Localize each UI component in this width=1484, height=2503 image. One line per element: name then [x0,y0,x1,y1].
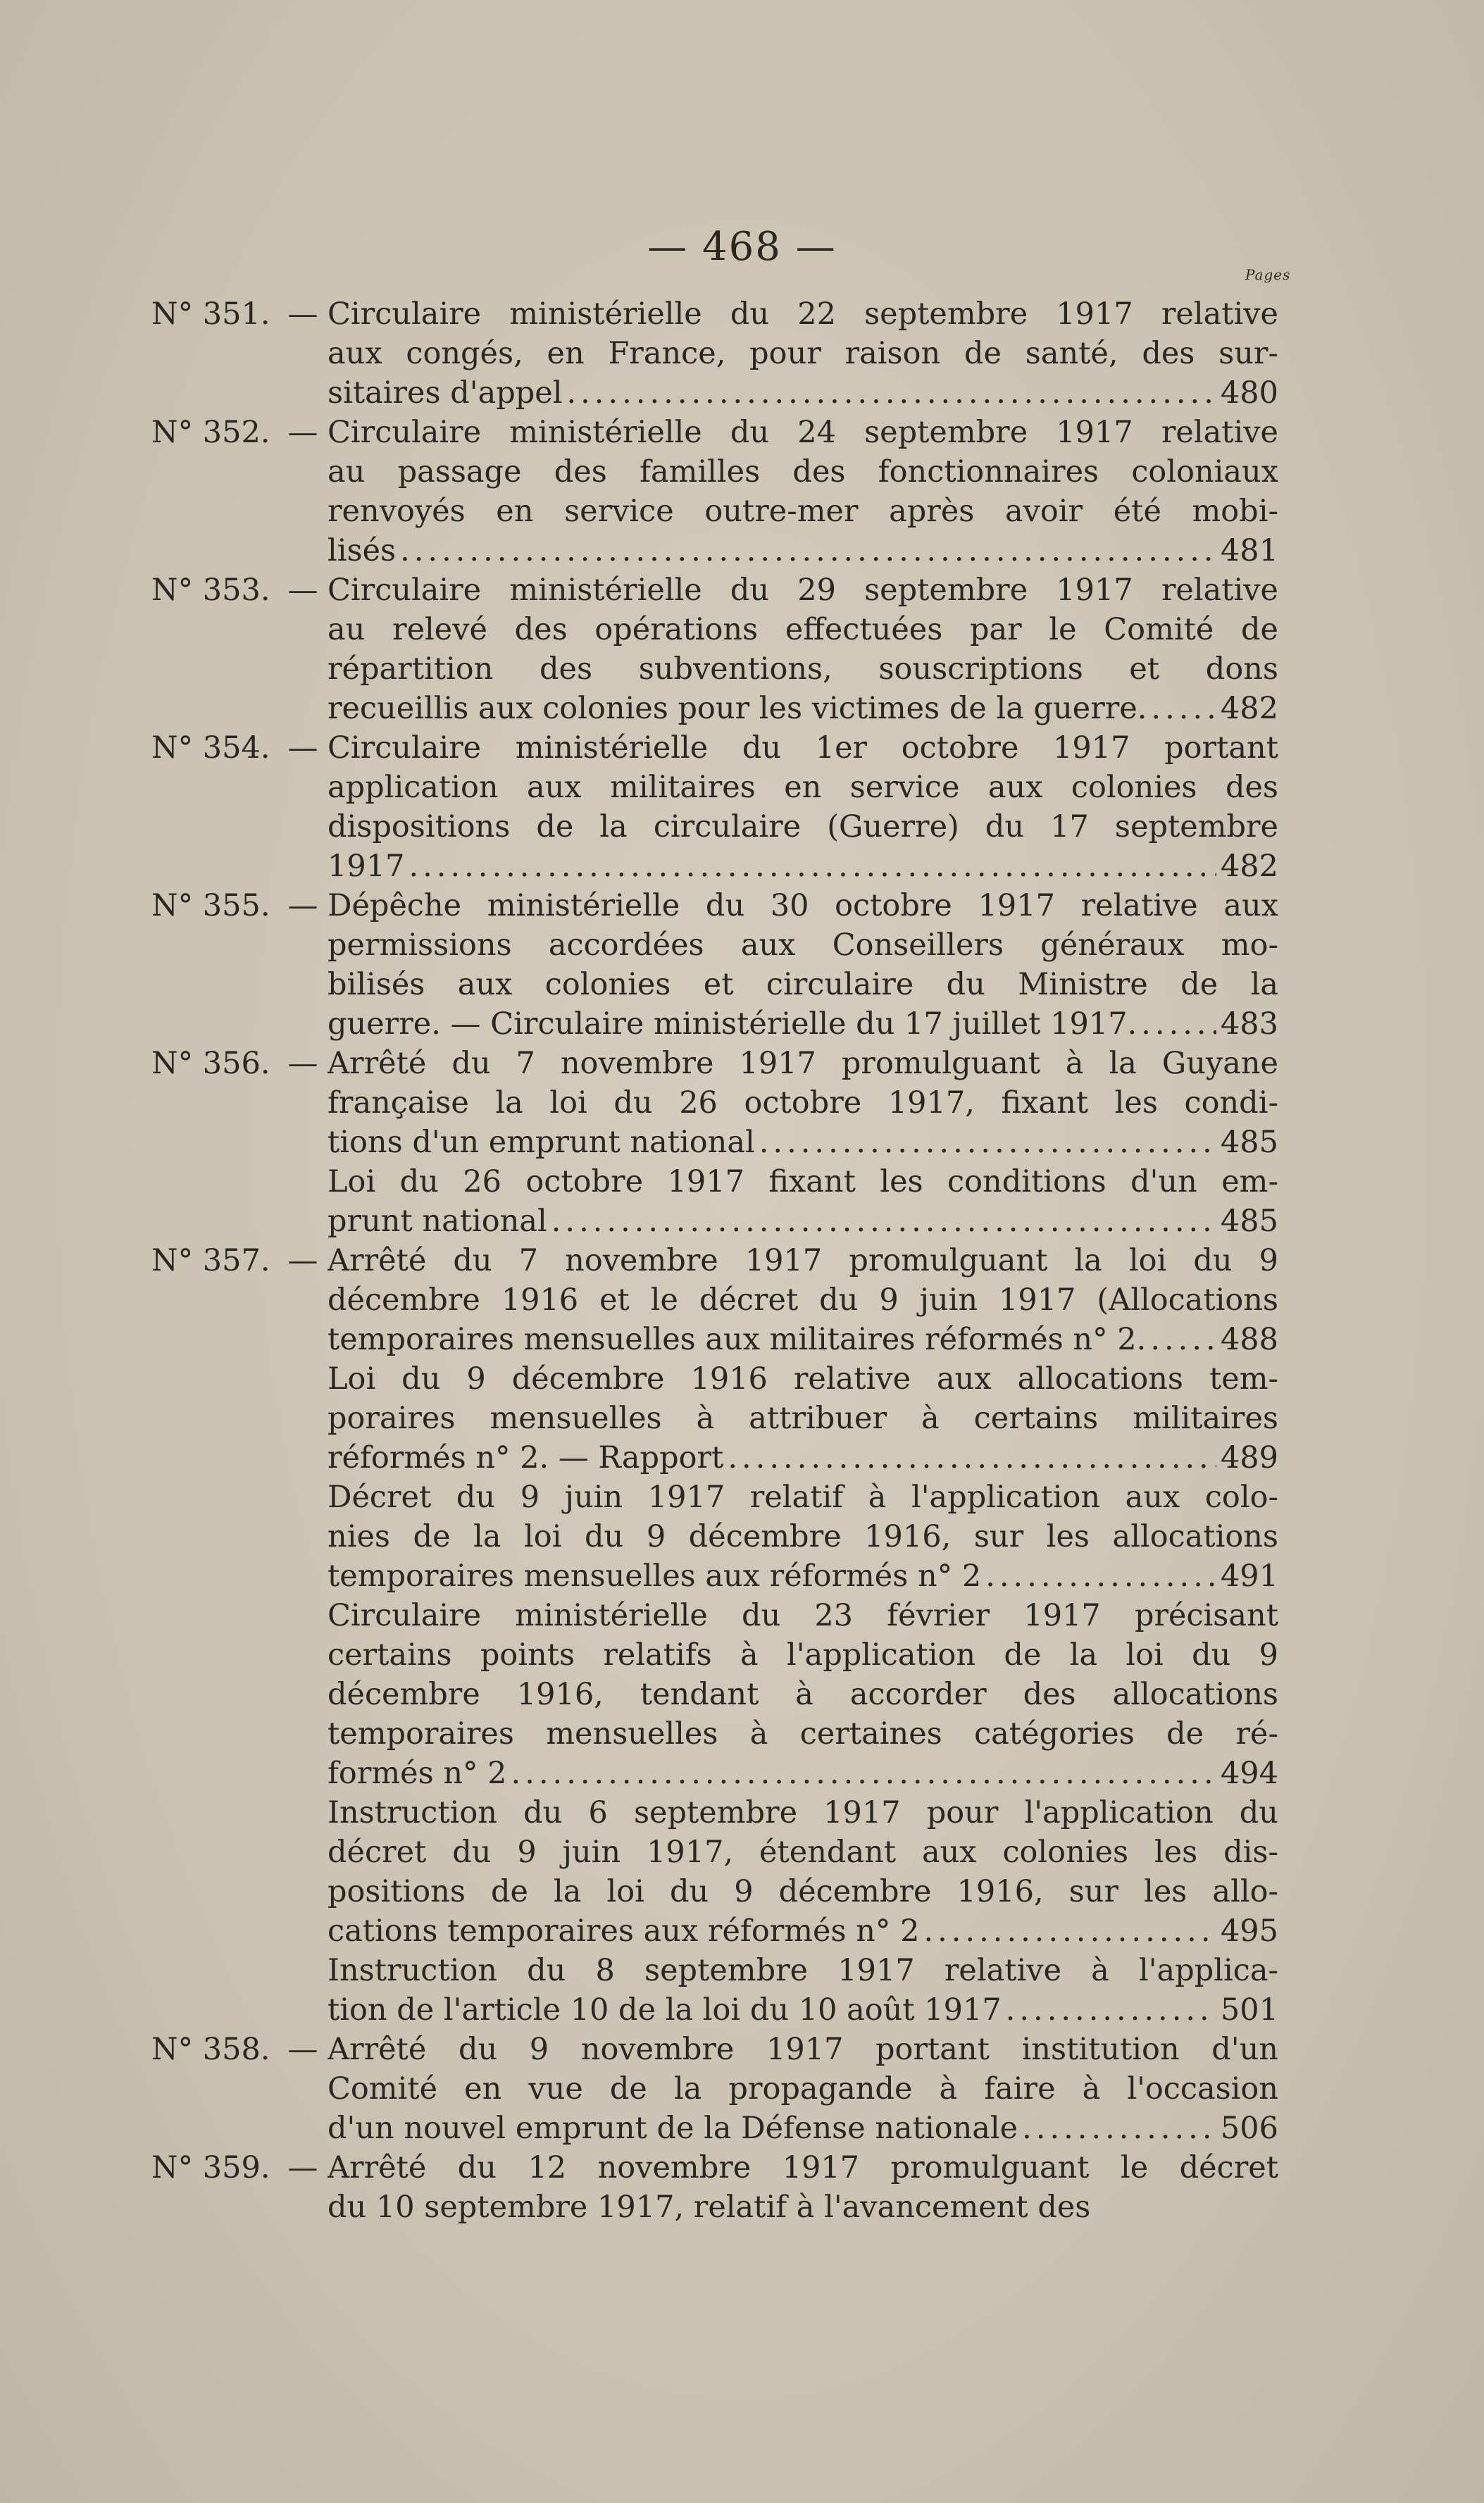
item-text-line: Circulaire ministérielle du 22 septembre 1917 relative [328,297,1278,332]
entry-dash: — [287,2150,318,2185]
item-text-line: recueillis aux colonies pour les victimes de la guerre. [328,691,1147,726]
item-text-line: décembre 1916, tendant à accorder des allocations [328,1677,1278,1712]
item-text-line: poraires mensuelles à attribuer à certains militaires [328,1401,1278,1436]
item-text-line: aux congés, en France, pour raison de santé, des sur- [328,336,1278,371]
table-of-contents [151,294,1278,2227]
item-text-line: du 10 septembre 1917, relatif à l'avancement des [328,2190,1091,2225]
item-text-line: Circulaire ministérielle du 23 février 1917 précisant [328,1598,1278,1633]
item-text-line: positions de la loi du 9 décembre 1916, sur les allo- [328,1874,1278,1909]
entry-dash: — [287,1046,318,1081]
item-text-line: Décret du 9 juin 1917 relatif à l'application aux colo- [328,1480,1278,1515]
item-last-line [328,2109,1278,2148]
toc-entry [151,1044,1278,1241]
item-text-line: Comité en vue de la propagande à faire à l'occasion [328,2071,1278,2106]
item-text-line: 1917 [328,849,405,884]
item-text-line: bilisés aux colonies et circulaire du Ministre de la [328,967,1278,1002]
toc-item [328,1162,1278,1241]
item-text-line: temporaires mensuelles aux réformés n° 2 [328,1559,982,1594]
dot-leader [985,1556,1216,1596]
item-text-line: cations temporaires aux réformés n° 2 [328,1914,920,1949]
item-text-line: renvoyés en service outre-mer après avoir été mobi- [328,494,1278,529]
toc-entry [151,728,1278,886]
entry-dash: — [287,730,318,766]
pages-column-label: Pages [1245,266,1291,283]
dot-leader [566,373,1216,413]
item-text-line: temporaires mensuelles à certaines catégories de ré- [328,1716,1278,1752]
toc-entry [151,570,1278,728]
dot-leader [1022,2109,1216,2148]
page-reference: 489 [1220,1440,1278,1475]
item-text-line: Loi du 26 octobre 1917 fixant les conditions d'un em- [328,1164,1278,1199]
item-text-line: Arrêté du 9 novembre 1917 portant institution d'un [328,2032,1278,2067]
page-reference: 480 [1220,375,1278,411]
item-last-line [328,1556,1278,1596]
toc-item [328,1596,1278,1793]
item-text-line: Dépêche ministérielle du 30 octobre 1917 relative aux [328,888,1278,923]
toc-entry [151,2148,1278,2227]
item-text-line: permissions accordées aux Conseillers généraux mo- [328,928,1278,963]
entry-dash: — [287,297,318,332]
item-last-line [328,1320,1278,1359]
item-text-line: prunt national [328,1204,547,1239]
dot-leader [409,847,1216,886]
page-reference: 483 [1220,1006,1278,1042]
entry-dash: — [287,888,318,923]
toc-item [328,1478,1278,1596]
toc-item [328,1951,1278,2030]
dot-leader [1006,1990,1216,2030]
toc-item [328,570,1278,728]
entry-dash: — [287,573,318,608]
page-number: — 468 — [647,224,837,270]
toc-item [328,2148,1278,2227]
item-text-line: Instruction du 8 septembre 1917 relative à l'applica- [328,1953,1278,1988]
item-text-line: réformés n° 2. — Rapport [328,1440,724,1475]
item-last-line [328,847,1278,886]
item-last-line [328,1201,1278,1241]
page-reference: 488 [1220,1322,1278,1357]
item-text-line: Circulaire ministérielle du 29 septembre 1917 relative [328,573,1278,608]
page-reference: 482 [1220,849,1278,884]
item-text-line: décembre 1916 et le décret du 9 juin 1917 (Allocations [328,1282,1278,1318]
item-text-line: guerre. — Circulaire ministérielle du 17 juillet 1917. [328,1006,1137,1042]
toc-item [328,1044,1278,1162]
entry-dash: — [287,2032,318,2067]
toc-item [328,1241,1278,1359]
item-last-line [328,373,1278,413]
item-text-line: lisés [328,533,397,568]
page-reference: 494 [1220,1756,1278,1791]
page-reference: 491 [1220,1559,1278,1594]
entry-number: N° 354. [151,730,270,766]
toc-entry [151,886,1278,1044]
item-text-line: tions d'un emprunt national [328,1125,755,1160]
item-last-line [328,531,1278,570]
entry-number: N° 357. [151,1243,270,1278]
toc-entry [151,1241,1278,2030]
page-reference: 481 [1220,533,1278,568]
item-text-line: certains points relatifs à l'application de la loi du 9 [328,1637,1278,1673]
toc-item [328,413,1278,570]
toc-item [328,2030,1278,2148]
dot-leader [511,1754,1216,1793]
item-text-line: dispositions de la circulaire (Guerre) du 17 septembre [328,809,1278,844]
item-text-line: sitaires d'appel [328,375,563,411]
item-text-line: au passage des familles des fonctionnaires coloniaux [328,454,1278,489]
item-last-line [328,1438,1278,1478]
dot-leader [400,531,1216,570]
page-reference: 485 [1220,1125,1278,1160]
toc-entry [151,2030,1278,2148]
item-text-line: française la loi du 26 octobre 1917, fixant les condi- [328,1085,1278,1121]
page-reference: 485 [1220,1204,1278,1239]
item-text-line: Instruction du 6 septembre 1917 pour l'application du [328,1795,1278,1830]
entry-number: N° 358. [151,2032,270,2067]
page-reference: 501 [1220,1992,1278,2028]
item-text-line: application aux militaires en service aux colonies des [328,770,1278,805]
item-text-line: Circulaire ministérielle du 24 septembre 1917 relative [328,415,1278,450]
entry-number: N° 352. [151,415,270,450]
item-text-line: Circulaire ministérielle du 1er octobre 1917 portant [328,730,1278,766]
item-last-line [328,2187,1278,2227]
toc-entry [151,294,1278,413]
item-text-line: nies de la loi du 9 décembre 1916, sur les allocations [328,1519,1278,1554]
dot-leader [1141,1004,1216,1044]
item-text-line: décret du 9 juin 1917, étendant aux colonies les dis- [328,1835,1278,1870]
item-last-line [328,689,1278,728]
toc-item [328,294,1278,413]
page-reference: 482 [1220,691,1278,726]
item-text-line: d'un nouvel emprunt de la Défense nationale [328,2111,1018,2146]
item-text-line: Arrêté du 7 novembre 1917 promulguant la loi du 9 [328,1243,1278,1278]
dot-leader [923,1911,1216,1951]
page-reference: 495 [1220,1914,1278,1949]
toc-item [328,728,1278,886]
page-reference: 506 [1220,2111,1278,2146]
toc-entry [151,413,1278,570]
item-last-line [328,1754,1278,1793]
entry-dash: — [287,1243,318,1278]
toc-item [328,1793,1278,1951]
toc-item [328,1359,1278,1478]
entry-dash: — [287,415,318,450]
item-text-line: Loi du 9 décembre 1916 relative aux allocations tem- [328,1361,1278,1397]
item-text-line: formés n° 2 [328,1756,507,1791]
entry-number: N° 355. [151,888,270,923]
item-text-line: répartition des subventions, souscriptions et dons [328,651,1278,687]
item-last-line [328,1911,1278,1951]
item-text-line: Arrêté du 12 novembre 1917 promulguant le décret [328,2150,1278,2185]
item-last-line [328,1123,1278,1162]
entry-number: N° 351. [151,297,270,332]
dot-leader [728,1438,1216,1478]
item-text-line: tion de l'article 10 de la loi du 10 août 1917 [328,1992,1002,2028]
dot-leader [1150,1320,1216,1359]
toc-item [328,886,1278,1044]
dot-leader [759,1123,1216,1162]
item-last-line [328,1004,1278,1044]
item-text-line: au relevé des opérations effectuées par le Comité de [328,612,1278,647]
dot-leader [551,1201,1216,1241]
item-last-line [328,1990,1278,2030]
item-text-line: Arrêté du 7 novembre 1917 promulguant à la Guyane [328,1046,1278,1081]
entry-number: N° 356. [151,1046,270,1081]
entry-number: N° 353. [151,573,270,608]
item-text-line: temporaires mensuelles aux militaires réformés n° 2. [328,1322,1147,1357]
dot-leader [1151,689,1216,728]
entry-number: N° 359. [151,2150,270,2185]
